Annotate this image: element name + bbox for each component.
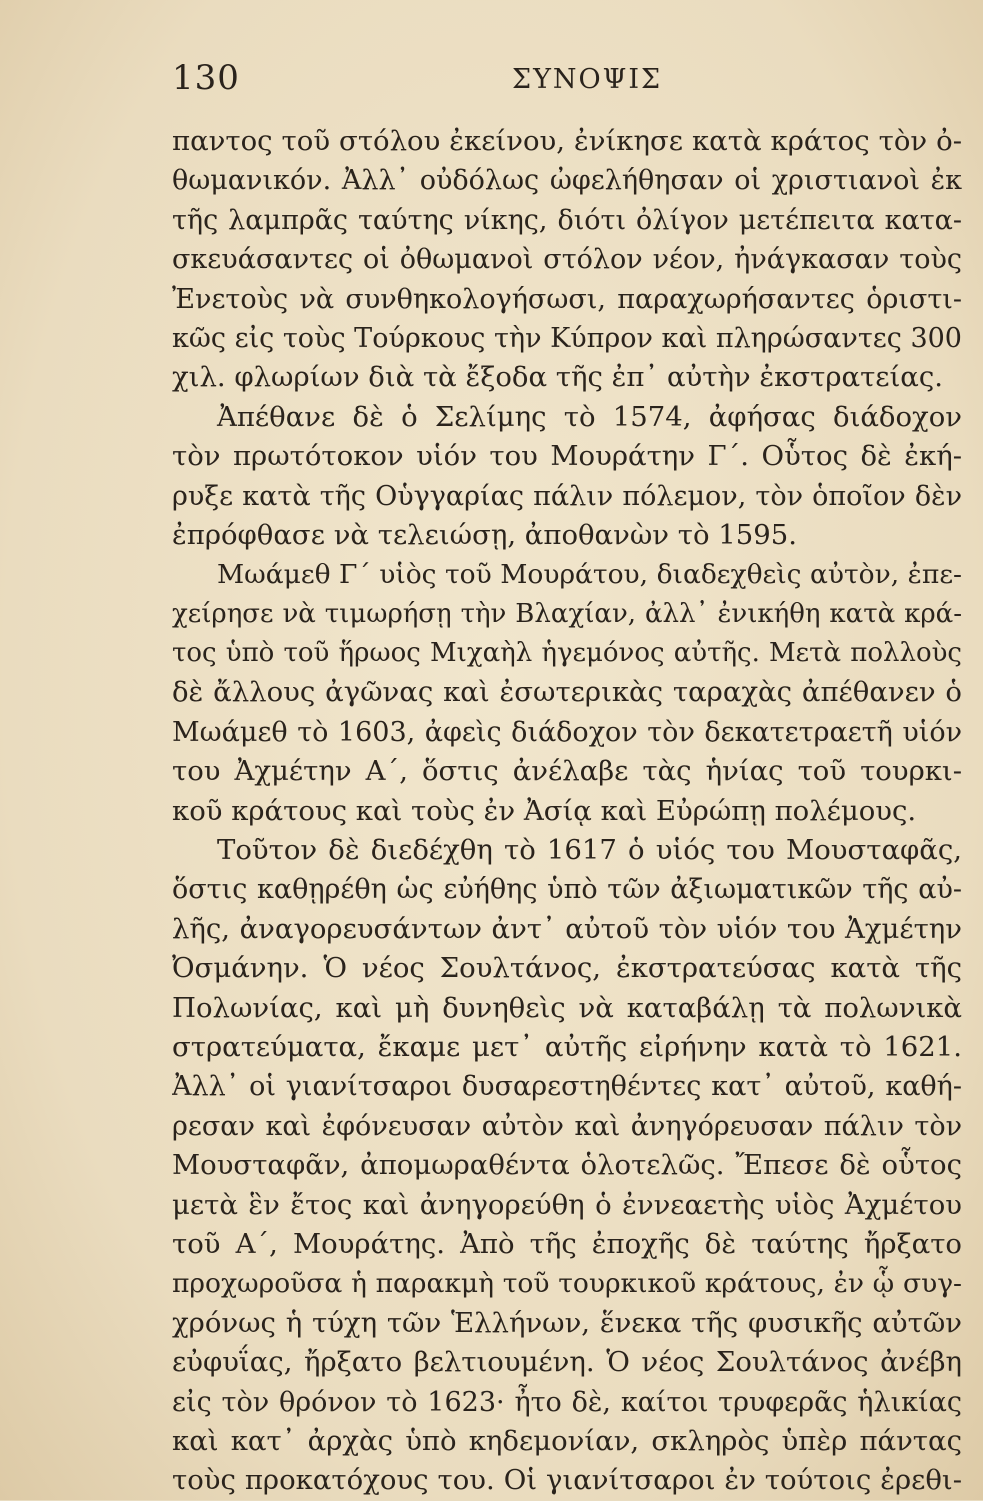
- text-line: Μωάμεθ τὸ 1603, ἀφεὶς διάδοχον τὸν δεκατετραετῆ υἱόν: [172, 716, 962, 748]
- text-line: χείρησε νὰ τιμωρήσῃ τὴν Βλαχίαν, ἀλλ᾽ ἐνικήθη κατὰ κρά-: [172, 598, 962, 629]
- text-line: τὸν πρωτότοκον υἱόν του Μουράτην Γ΄. Οὗτος δὲ ἐκή-: [172, 440, 962, 473]
- text-line: Ἀλλ᾽ οἱ γιανίτσαροι δυσαρεστηθέντες κατ᾽ αὐτοῦ, καθή-: [172, 1071, 962, 1103]
- text-line: Πολωνίας, καὶ μὴ δυνηθεὶς νὰ καταβάλῃ τὰ πολωνικὰ: [172, 991, 962, 1024]
- text-line: κῶς εἰς τοὺς Τούρκους τὴν Κύπρον καὶ πληρώσαντες 300: [172, 322, 962, 354]
- text-line: ὅστις καθῃρέθη ὡς εὐήθης ὑπὸ τῶν ἀξιωματικῶν τῆς αὐ-: [172, 874, 962, 906]
- text-line: μετὰ ἓν ἔτος καὶ ἀνηγορεύθη ὁ ἐννεαετὴς υἱὸς Ἀχμέτου: [172, 1188, 962, 1221]
- body-text: [172, 122, 962, 1501]
- text-line: καὶ κατ᾽ ἀρχὰς ὑπὸ κηδεμονίαν, σκληρὸς ὑπὲρ πάντας: [172, 1424, 962, 1457]
- text-line: θωμανικόν. Ἀλλ᾽ οὐδόλως ὠφελήθησαν οἱ χριστιανοὶ ἐκ: [172, 165, 962, 197]
- text-line: ἐπρόφθασε νὰ τελειώσῃ, ἀποθανὼν τὸ 1595.: [172, 518, 797, 551]
- text-line: λῆς, ἀναγορευσάντων ἀντ᾽ αὐτοῦ τὸν υἱόν του Ἀχμέτην: [172, 912, 962, 945]
- text-line: Ἐνετοὺς νὰ συνθηκολογήσωσι, παραχωρήσαντες ὁριστι-: [172, 283, 962, 315]
- text-line: τος ὑπὸ τοῦ ἥρωος Μιχαὴλ ἡγεμόνος αὐτῆς. Μετὰ πολλοὺς: [172, 638, 962, 669]
- text-line: Ὀσμάνην. Ὁ νέος Σουλτάνος, ἐκστρατεύσας κατὰ τῆς: [172, 952, 962, 985]
- text-line: κοῦ κράτους καὶ τοὺς ἐν Ἀσίᾳ καὶ Εὐρώπῃ πολέμους.: [172, 794, 917, 827]
- text-line: παντος τοῦ στόλου ἐκείνου, ἐνίκησε κατὰ κράτος τὸν ὀ-: [172, 125, 962, 157]
- text-line: εἰς τὸν θρόνον τὸ 1623· ἦτο δὲ, καίτοι τρυφερᾶς ἡλικίας: [172, 1386, 962, 1418]
- page-number: 130: [172, 58, 240, 98]
- text-line: χιλ. φλωρίων διὰ τὰ ἔξοδα τῆς ἐπ᾽ αὐτὴν ἐκστρατείας.: [172, 361, 944, 394]
- text-line: εὐφυΐας, ἤρξατο βελτιουμένη. Ὁ νέος Σουλτάνος ἀνέβη: [172, 1346, 962, 1379]
- text-line: ρεσαν καὶ ἐφόνευσαν αὐτὸν καὶ ἀνηγόρευσαν πάλιν τὸν: [172, 1110, 962, 1142]
- text-line: δὲ ἄλλους ἀγῶνας καὶ ἐσωτερικὰς ταραχὰς ἀπέθανεν ὁ: [172, 676, 962, 709]
- running-head: ΣΥΝΟΨΙΣ: [512, 64, 663, 95]
- text-line: του Ἀχμέτην Α΄, ὅστις ἀνέλαβε τὰς ἡνίας τοῦ τουρκι-: [172, 755, 962, 788]
- text-line: τοῦ Α΄, Μουράτης. Ἀπὸ τῆς ἐποχῆς δὲ ταύτης ἤρξατο: [172, 1227, 962, 1260]
- text-line: χρόνως ἡ τύχη τῶν Ἑλλήνων, ἕνεκα τῆς φυσικῆς αὐτῶν: [172, 1306, 962, 1339]
- text-line: Ἀπέθανε δὲ ὁ Σελίμης τὸ 1574, ἀφήσας διάδοχον: [217, 400, 962, 433]
- page-header: [172, 58, 962, 108]
- text-line: σκευάσαντες οἱ ὀθωμανοὶ στόλον νέον, ἠνάγκασαν τοὺς: [172, 244, 962, 276]
- text-line: Μωάμεθ Γ΄ υἱὸς τοῦ Μουράτου, διαδεχθεὶς αὐτὸν, ἐπε-: [217, 559, 962, 591]
- text-line: στρατεύματα, ἔκαμε μετ᾽ αὐτῆς εἰρήνην κατὰ τὸ 1621.: [172, 1030, 962, 1063]
- text-line: Τοῦτον δὲ διεδέχθη τὸ 1617 ὁ υἱός του Μουσταφᾶς,: [217, 834, 962, 867]
- text-line: τοὺς προκατόχους του. Οἱ γιανίτσαροι ἐν τούτοις ἐρεθι-: [172, 1464, 962, 1497]
- text-line: Μουσταφᾶν, ἀπομωραθέντα ὁλοτελῶς. Ἔπεσε δὲ οὗτος: [172, 1149, 962, 1182]
- text-line: τῆς λαμπρᾶς ταύτης νίκης, διότι ὀλίγον μετέπειτα κατα-: [172, 204, 962, 236]
- text-line: ρυξε κατὰ τῆς Οὑγγαρίας πάλιν πόλεμον, τὸν ὁποῖον δὲν: [172, 480, 962, 512]
- text-line: προχωροῦσα ἡ παρακμὴ τοῦ τουρκικοῦ κράτους, ἐν ᾧ συγ-: [172, 1268, 962, 1300]
